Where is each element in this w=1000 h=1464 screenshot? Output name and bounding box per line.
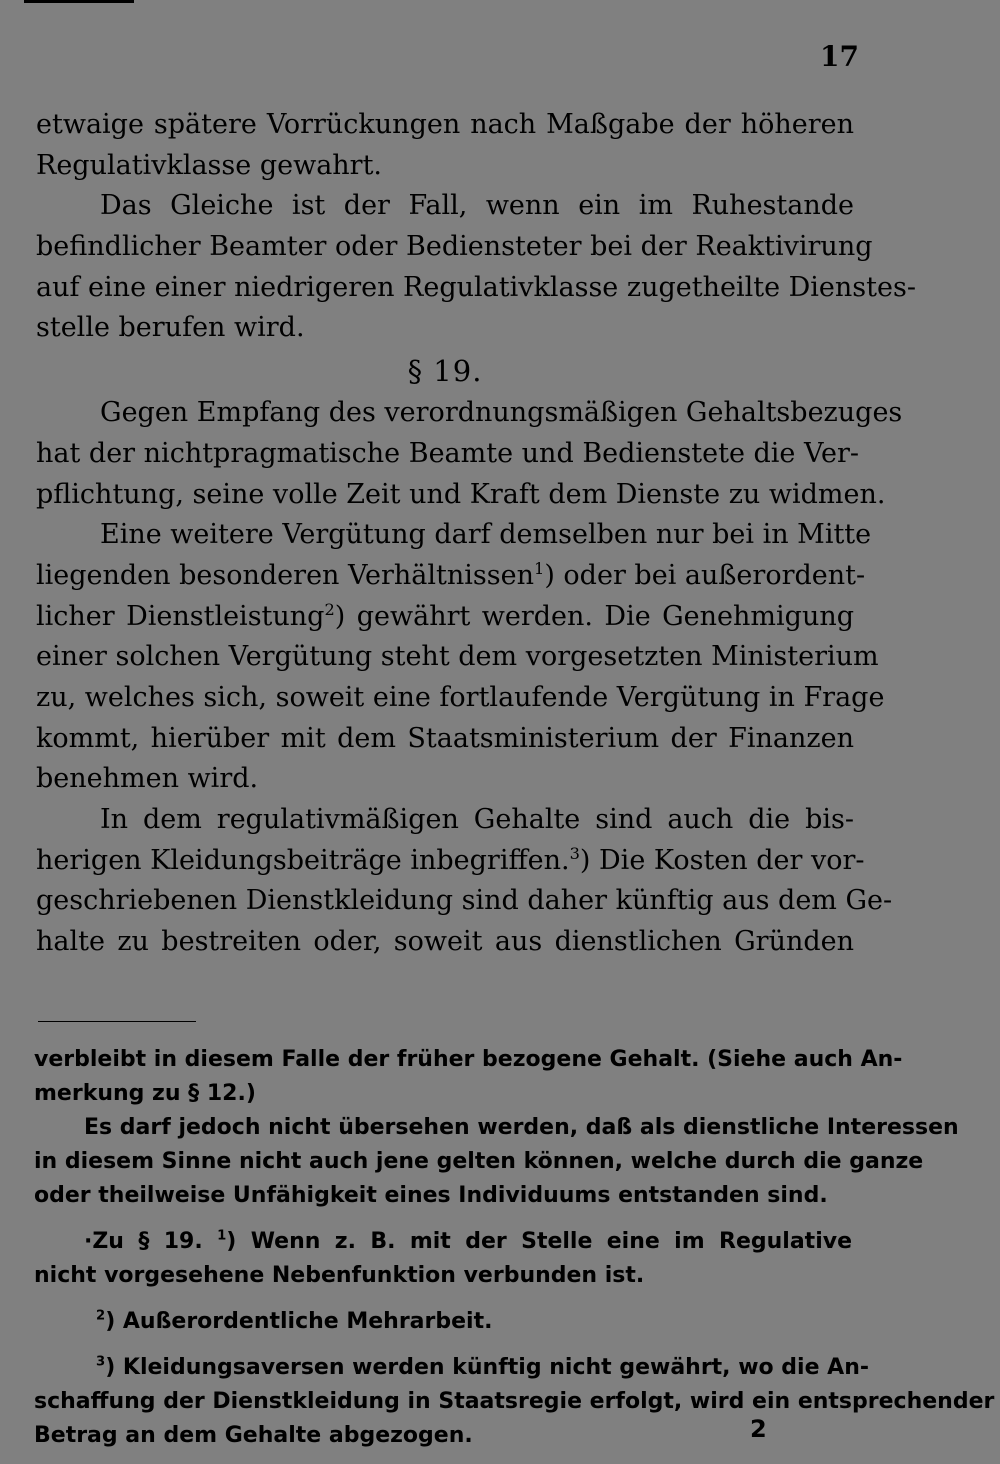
footnote-divider [38, 1021, 196, 1022]
footnote-line: oder theilweise Unfähigkeit eines Individuums entstanden sind. [34, 1183, 828, 1208]
text-fragment: ) Die Kosten der vor- [579, 844, 865, 876]
footnote-ref: 2 [324, 599, 335, 619]
signature-mark: 2 [750, 1415, 767, 1443]
text-line: Das Gleiche ist der Fall, wenn ein im Ruhestande [100, 190, 854, 222]
text-fragment: ) Außerordentliche Mehrarbeit. [105, 1309, 493, 1334]
top-edge-mark [24, 0, 134, 3]
text-line: einer solchen Vergütung steht dem vorgesetzten Ministerium [36, 641, 879, 673]
text-fragment: ) Kleidungsaversen werden künftig nicht gewährt, wo die An- [105, 1355, 869, 1380]
text-line: Gegen Empfang des verordnungsmäßigen Gehaltsbezuges [100, 397, 903, 429]
text-line: kommt, hierüber mit dem Staatsministerium der Finanzen [36, 722, 854, 754]
footnote-line: verbleibt in diesem Falle der früher bezogene Gehalt. (Siehe auch An- [34, 1047, 903, 1072]
text-fragment: ) Wenn z. B. mit der Stelle eine im Regulative [226, 1229, 852, 1254]
footnote-line [34, 1305, 852, 1339]
text-line: etwaige spätere Vorrückungen nach Maßgabe der höheren [36, 109, 854, 140]
text-line: benehmen wird. [36, 763, 259, 795]
text-line: Eine weitere Vergütung darf demselben nur bei in Mitte [100, 519, 872, 551]
text-line: stelle berufen wird. [36, 312, 305, 344]
text-fragment: ) oder bei außerordent- [544, 559, 866, 591]
text-line: Regulativklasse gewahrt. [36, 149, 383, 181]
text-line: zu, welches sich, soweit eine fortlaufende Vergütung in Frage [36, 681, 885, 713]
text-line: halte zu bestreiten oder, soweit aus dienstlichen Gründen [36, 926, 854, 958]
main-text [36, 105, 916, 963]
footnotes [34, 1043, 995, 1453]
footnote-ref: 1 [217, 1228, 227, 1244]
footnote-line: nicht vorgesehene Nebenfunktion verbunden ist. [34, 1263, 645, 1288]
footnote-line: merkung zu § 12.) [34, 1081, 256, 1106]
footnote-line [34, 1225, 852, 1259]
footnote-line: Es darf jedoch nicht übersehen werden, daß als dienstliche Interessen [84, 1115, 959, 1140]
footnote-ref: 2 [96, 1308, 106, 1324]
section-heading: § 19. [407, 354, 483, 389]
text-line: hat der nichtpragmatische Beamte und Bedienstete die Ver- [36, 437, 860, 469]
footnote-ref: 1 [534, 558, 545, 578]
text-line: geschriebenen Dienstkleidung sind daher künftig aus dem Ge- [36, 885, 893, 917]
footnote-ref: 3 [96, 1354, 106, 1370]
footnote-line: Betrag an dem Gehalte abgezogen. [34, 1423, 473, 1448]
text-line: befindlicher Beamter oder Bediensteter bei der Reaktivirung [36, 231, 873, 263]
text-fragment: liegenden besonderen Verhältnissen [36, 559, 534, 591]
text-fragment: ) gewährt werden. Die Genehmigung [334, 600, 855, 632]
text-line [36, 556, 866, 597]
page-number: 17 [820, 40, 859, 73]
text-line: pflichtung, seine volle Zeit und Kraft dem Dienste zu widmen. [36, 478, 886, 510]
text-fragment: ·Zu § 19. [84, 1229, 218, 1254]
text-fragment: herigen Kleidungsbeiträge inbegriffen. [36, 844, 570, 876]
footnote-line [34, 1351, 869, 1385]
text-line: auf eine einer niedrigeren Regulativklasse zugetheilte Dienstes- [36, 271, 916, 303]
text-line: In dem regulativmäßigen Gehalte sind auch die bis- [100, 804, 854, 835]
text-fragment: licher Dienstleistung [36, 600, 325, 632]
footnote-line: in diesem Sinne nicht auch jene gelten können, welche durch die ganze [34, 1149, 924, 1174]
text-line [36, 841, 865, 882]
footnote-ref: 3 [569, 843, 580, 863]
text-line [36, 597, 854, 638]
footnote-line: schaffung der Dienstkleidung in Staatsregie erfolgt, wird ein entsprechender [34, 1389, 995, 1414]
